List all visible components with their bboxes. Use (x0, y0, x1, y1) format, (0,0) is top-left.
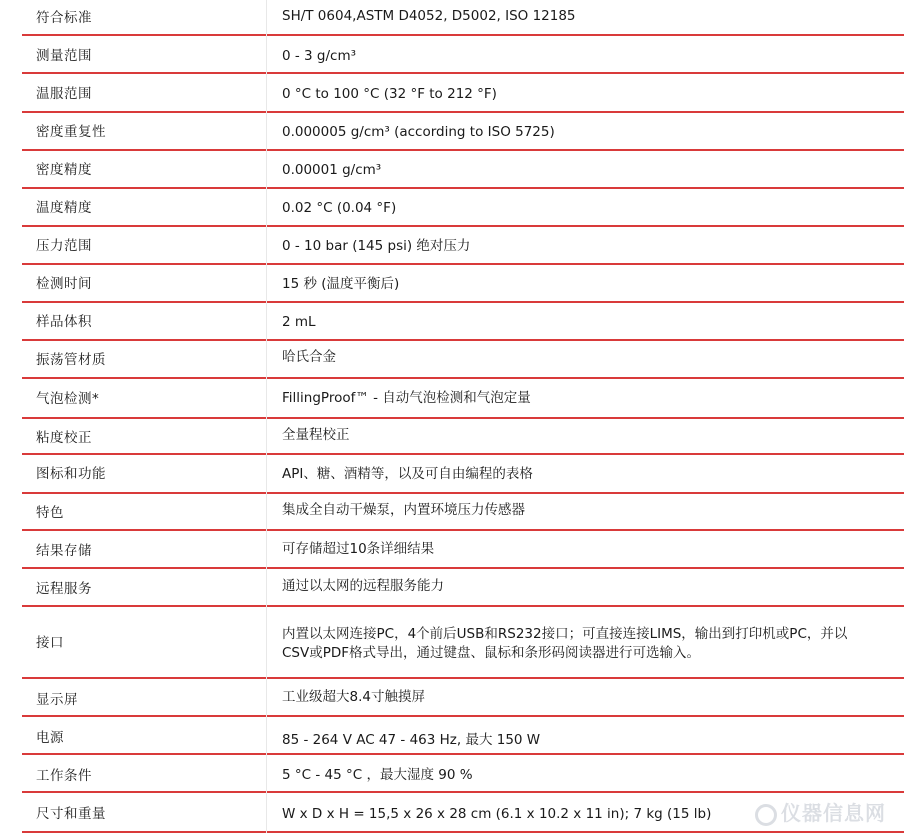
column-divider (266, 793, 267, 833)
row-label: 密度精度 (36, 162, 92, 178)
table-row (22, 151, 904, 189)
table-row (22, 455, 904, 494)
table-row (22, 531, 904, 569)
row-value: 内置以太网连接PC，4个前后USB和RS232接口；可直接连接LIMS，输出到打印机或PC，并以CSV或PDF格式导出，通过键盘、鼠标和条形码阅读器进行可选输入。 (282, 626, 848, 661)
row-label: 接口 (36, 635, 64, 651)
row-label: 振荡管材质 (36, 352, 106, 368)
row-value: 5 °C - 45 °C ，最大湿度 90 % (282, 767, 473, 783)
row-label: 图标和功能 (36, 466, 106, 482)
table-row (22, 341, 904, 379)
column-divider (266, 227, 267, 265)
column-divider (266, 494, 267, 531)
row-label: 电源 (36, 730, 64, 746)
row-value: 全量程校正 (282, 427, 350, 443)
column-divider (266, 0, 267, 36)
table-row (22, 607, 904, 679)
row-label: 测量范围 (36, 48, 92, 64)
table-row (22, 419, 904, 455)
table-row (22, 303, 904, 341)
row-value: 0 - 10 bar (145 psi) 绝对压力 (282, 238, 471, 254)
row-label: 粘度校正 (36, 430, 92, 446)
logo-icon (755, 804, 777, 826)
site-watermark (755, 797, 886, 826)
table-row (22, 36, 904, 74)
row-label: 压力范围 (36, 238, 92, 254)
column-divider (266, 151, 267, 189)
row-label: 特色 (36, 505, 64, 521)
table-row (22, 494, 904, 531)
row-value: 0.02 °C (0.04 °F) (282, 200, 397, 216)
row-value: 0.000005 g/cm³ (according to ISO 5725) (282, 124, 555, 140)
row-label: 显示屏 (36, 692, 78, 708)
table-row (22, 189, 904, 227)
column-divider (266, 379, 267, 419)
column-divider (266, 717, 267, 755)
table-row (22, 113, 904, 151)
row-label: 远程服务 (36, 581, 92, 597)
row-value: FillingProof™ - 自动气泡检测和气泡定量 (282, 390, 531, 406)
column-divider (266, 531, 267, 569)
column-divider (266, 419, 267, 455)
row-label: 密度重复性 (36, 124, 106, 140)
table-row (22, 379, 904, 419)
row-value: 可存储超过10条详细结果 (282, 541, 435, 557)
row-value: 0 - 3 g/cm³ (282, 48, 357, 64)
column-divider (266, 113, 267, 151)
row-value: 0.00001 g/cm³ (282, 162, 382, 178)
column-divider (266, 569, 267, 607)
row-label: 温度精度 (36, 200, 92, 216)
table-row (22, 74, 904, 113)
row-value: 集成全自动干燥泵，内置环境压力传感器 (282, 502, 525, 518)
row-value: 0 °C to 100 °C (32 °F to 212 °F) (282, 86, 497, 102)
row-value: SH/T 0604,ASTM D4052, D5002, ISO 12185 (282, 8, 576, 24)
column-divider (266, 455, 267, 494)
row-value: 85 - 264 V AC 47 - 463 Hz, 最大 150 W (282, 732, 541, 748)
row-label: 尺寸和重量 (36, 806, 106, 822)
row-value: 通过以太网的远程服务能力 (282, 578, 444, 594)
row-label: 符合标准 (36, 10, 92, 26)
column-divider (266, 303, 267, 341)
table-row (22, 679, 904, 717)
column-divider (266, 265, 267, 303)
column-divider (266, 341, 267, 379)
column-divider (266, 36, 267, 74)
row-value: W x D x H = 15,5 x 26 x 28 cm (6.1 x 10.2 x 11 in); 7 kg (15 lb) (282, 806, 712, 822)
table-row (22, 569, 904, 607)
row-value: 15 秒 (温度平衡后) (282, 276, 400, 292)
column-divider (266, 189, 267, 227)
row-value: 2 mL (282, 314, 316, 330)
table-row (22, 227, 904, 265)
row-label: 工作条件 (36, 768, 92, 784)
row-value: 哈氏合金 (282, 349, 336, 365)
column-divider (266, 607, 267, 679)
table-row (22, 717, 904, 755)
row-value: 工业级超大8.4寸触摸屏 (282, 689, 425, 705)
row-label: 结果存储 (36, 543, 92, 559)
column-divider (266, 74, 267, 113)
row-label: 温服范围 (36, 86, 92, 102)
column-divider (266, 679, 267, 717)
column-divider (266, 755, 267, 793)
table-row (22, 755, 904, 793)
row-label: 气泡检测* (36, 391, 100, 407)
row-label: 检测时间 (36, 276, 92, 292)
watermark-text: 仪器信息网 (781, 801, 886, 825)
row-value: API、糖、酒精等，以及可自由编程的表格 (282, 466, 533, 482)
table-row (22, 0, 904, 36)
table-row (22, 265, 904, 303)
row-label: 样品体积 (36, 314, 92, 330)
